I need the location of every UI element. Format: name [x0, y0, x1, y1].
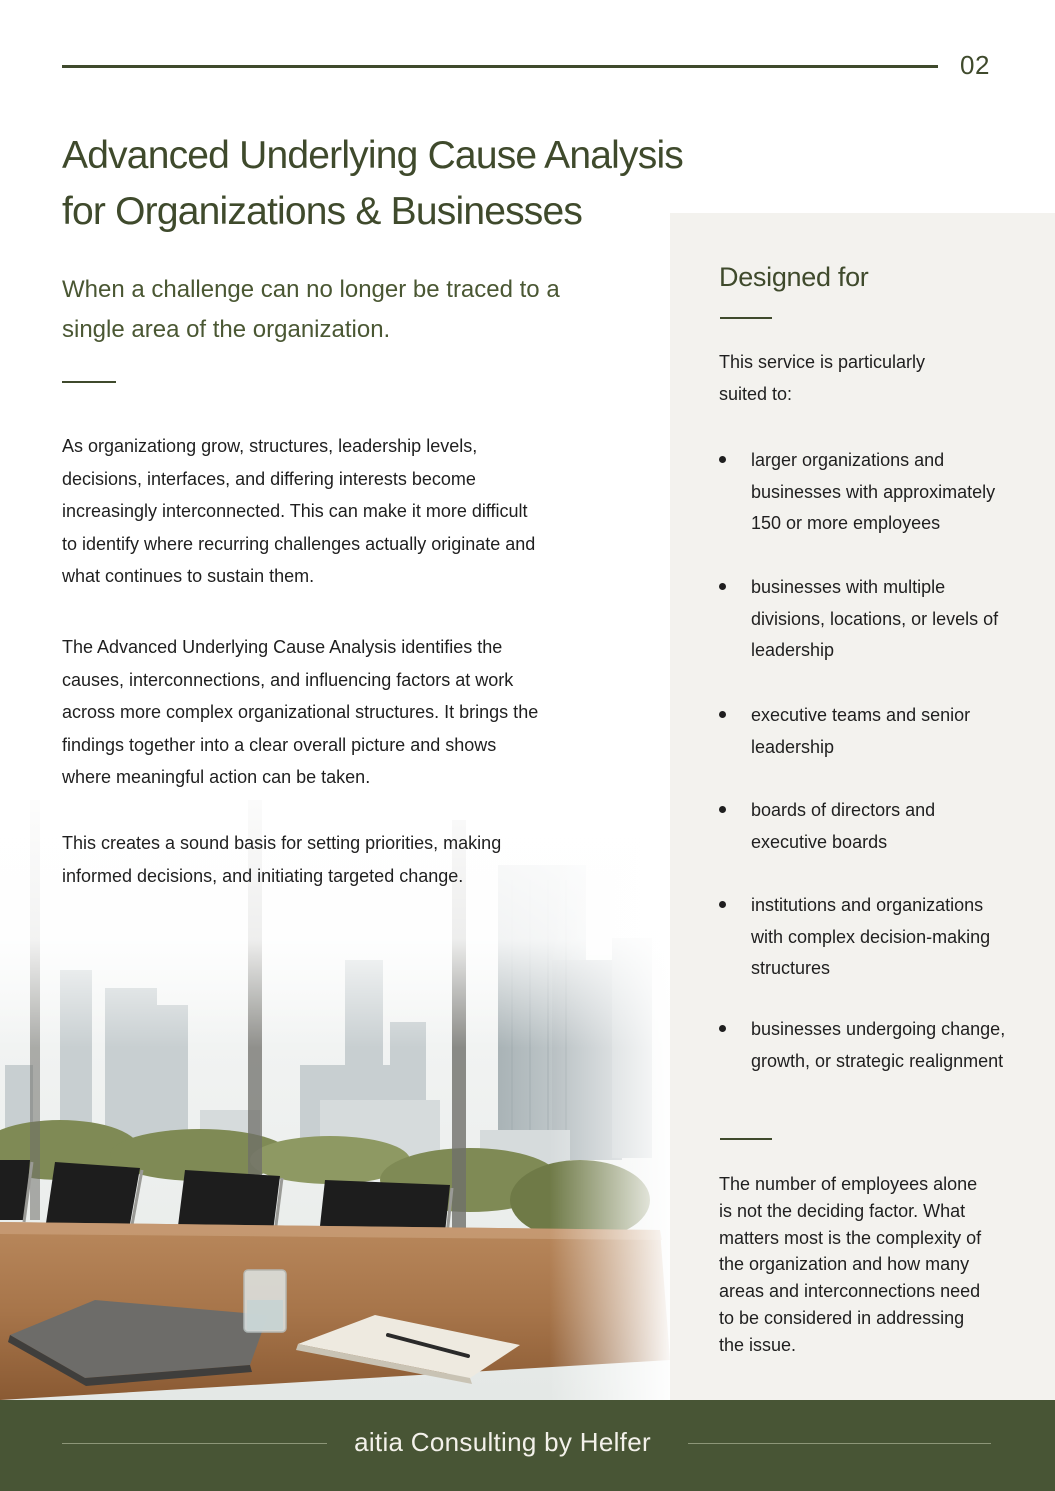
body-paragraph-3: This creates a sound basis for setting priorities, making informed decisions, and initiating targeted change.: [62, 833, 502, 886]
footer-brand: aitia Consulting by Helfer: [354, 1427, 651, 1457]
footer-rule-right: [688, 1443, 991, 1444]
body-paragraph-1: As organizationg grow, structures, leadership levels, decisions, interfaces, and differing interests become increasingly interconnected. This can make it more difficult to identify where recurring challenges actually originate and what continues to sustain them.: [62, 436, 536, 587]
list-item-text: institutions and organizations with complex decision-making structures: [751, 895, 991, 978]
bullet-icon: [719, 806, 726, 813]
list-item-text: larger organizations and businesses with approximately 150 or more employees: [751, 450, 996, 533]
sidebar-divider-top: [720, 317, 772, 319]
list-item-text: executive teams and senior leadership: [751, 705, 971, 757]
page-number: 02: [960, 50, 990, 80]
bullet-icon: [719, 901, 726, 908]
sidebar-heading: Designed for: [719, 262, 869, 292]
bullet-icon: [719, 583, 726, 590]
bullet-icon: [719, 711, 726, 718]
body-paragraph-2: The Advanced Underlying Cause Analysis identifies the causes, interconnections, and influencing factors at work across more complex organizational structures. It brings the findings together into a clear overall picture and shows where meaningful action can be taken.: [62, 637, 539, 788]
bullet-icon: [719, 1025, 726, 1032]
section-divider: [62, 381, 116, 383]
list-item-text: businesses with multiple divisions, locations, or levels of leadership: [751, 577, 999, 660]
sidebar-intro: This service is particularly suited to:: [719, 352, 926, 404]
sidebar-note: The number of employees alone is not the deciding factor. What matters most is the complexity of the organization and how many areas and interconnections need to be considered in addressing the issue.: [719, 1174, 982, 1355]
page-title: Advanced Underlying Cause Analysis for Organizations & Businesses: [62, 134, 684, 233]
list-item-text: boards of directors and executive boards: [751, 800, 936, 852]
bullet-icon: [719, 456, 726, 463]
sidebar-divider-bottom: [720, 1138, 772, 1140]
page-subtitle: When a challenge can no longer be traced to a single area of the organization.: [62, 276, 560, 343]
header-rule: [62, 65, 938, 68]
footer: [0, 1400, 1055, 1491]
list-item-text: businesses undergoing change, growth, or strategic realignment: [751, 1019, 1006, 1071]
